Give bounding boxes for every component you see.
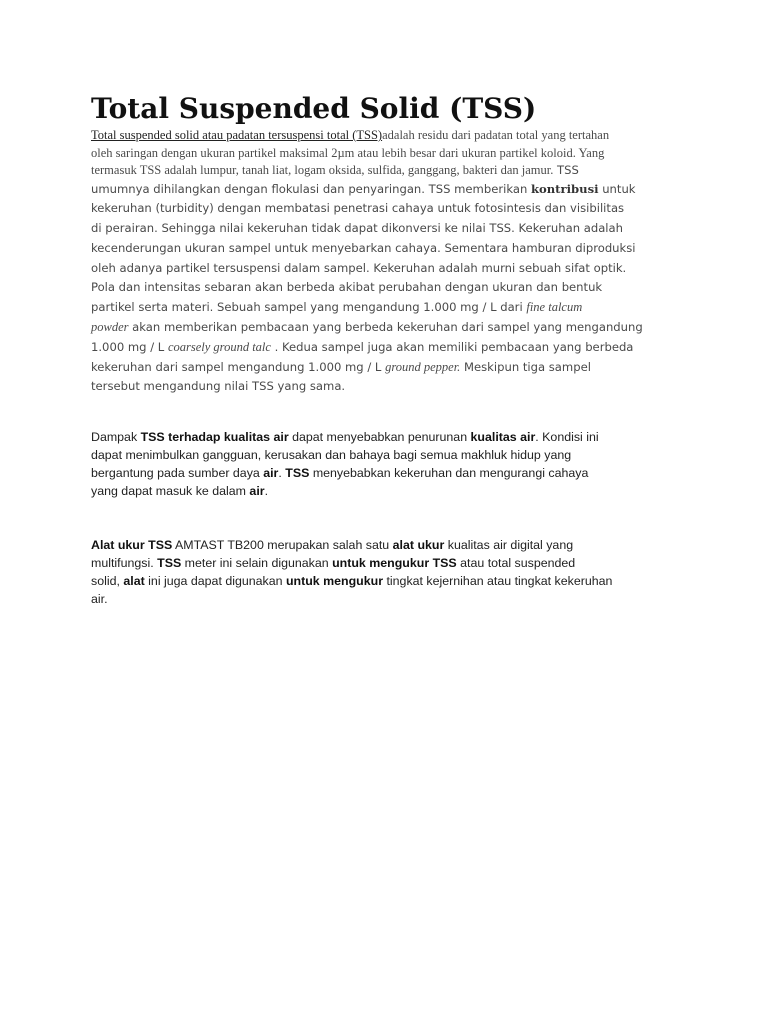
- bold-term: TSS terhadap kualitas air: [140, 430, 289, 444]
- text-line: solid, alat ini juga dapat digunakan untuk mengukur tingkat kejernihan atau tingkat kekeruhan: [91, 574, 613, 588]
- text-line: partikel serta materi. Sebuah sampel yang mengandung 1.000 mg / L dari fine talcum: [91, 300, 583, 315]
- text-line: kekeruhan dari sampel mengandung 1.000 mg / L ground pepper. Meskipun tiga sampel: [91, 359, 591, 374]
- bold-term: kualitas air: [470, 430, 536, 444]
- underlined-term: Total suspended solid atau padatan tersuspensi total (TSS): [91, 128, 383, 142]
- paragraph-measuring-tool: [91, 536, 671, 608]
- text-line: yang dapat masuk ke dalam air.: [91, 484, 269, 498]
- italic-term: coarsely ground talc: [167, 339, 271, 354]
- text-line: Dampak TSS terhadap kualitas air dapat menyebabkan penurunan kualitas air. Kondisi ini: [91, 430, 599, 444]
- text-line: kekeruhan (turbidity) dengan membatasi penetrasi cahaya untuk fotosintesis dan visibilitas: [91, 201, 625, 216]
- text-line: tersebut mengandung nilai TSS yang sama.: [91, 379, 346, 394]
- paragraph-definition: [91, 127, 681, 397]
- text-line: bergantung pada sumber daya air. TSS menyebabkan kekeruhan dan mengurangi cahaya: [91, 466, 589, 480]
- bold-term: TSS: [157, 556, 182, 570]
- bold-term: untuk mengukur TSS: [332, 556, 457, 570]
- text-line: air.: [91, 592, 108, 606]
- text-line: Alat ukur TSS AMTAST TB200 merupakan salah satu alat ukur kualitas air digital yang: [91, 538, 574, 552]
- text-line: umumnya dihilangkan dengan flokulasi dan penyaringan. TSS memberikan kontribusi untuk: [91, 181, 636, 196]
- bold-term: alat: [123, 574, 145, 588]
- paragraph-impact: [91, 428, 671, 500]
- italic-term: fine talcum: [526, 300, 583, 315]
- italic-term: ground pepper.: [385, 359, 461, 374]
- text-line: oleh saringan dengan ukuran partikel maksimal 2µm atau lebih besar dari ukuran partikel koloid. Yang: [91, 145, 605, 160]
- text-line: kecenderungan ukuran sampel untuk menyebarkan cahaya. Sementara hamburan diproduksi: [91, 240, 636, 255]
- bold-term: TSS: [285, 466, 310, 480]
- bold-term: air: [263, 466, 279, 480]
- text-line: oleh adanya partikel tersuspensi dalam sampel. Kekeruhan adalah murni sebuah sifat optik.: [91, 260, 627, 275]
- page-title: Total Suspended Solid (TSS): [91, 92, 537, 125]
- bold-term: air: [249, 484, 265, 498]
- text-line: multifungsi. TSS meter ini selain digunakan untuk mengukur TSS atau total suspended: [91, 556, 576, 570]
- text-line: dapat menimbulkan gangguan, kerusakan dan bahaya bagi semua makhluk hidup yang: [91, 448, 572, 462]
- bold-term: untuk mengukur: [285, 574, 384, 588]
- text-line: powder akan memberikan pembacaan yang berbeda kekeruhan dari sampel yang mengandung: [91, 320, 643, 335]
- text-line: 1.000 mg / L coarsely ground talc . Kedua sampel juga akan memiliki pembacaan yang berbeda: [91, 339, 634, 354]
- bold-term: Alat ukur TSS: [91, 538, 173, 552]
- text-line: termasuk TSS adalah lumpur, tanah liat, logam oksida, sulfida, ganggang, bakteri dan jamur. TSS: [91, 163, 579, 177]
- text-line: Total suspended solid atau padatan tersuspensi total (TSS)adalah residu dari padatan total yang tertahan: [91, 128, 610, 142]
- text-line: Pola dan intensitas sebaran akan berbeda akibat perubahan dengan ukuran dan bentuk: [91, 280, 603, 295]
- bold-term: kontribusi: [530, 181, 599, 196]
- bold-term: alat ukur: [392, 538, 445, 552]
- italic-term: powder: [91, 320, 129, 335]
- text-line: di perairan. Sehingga nilai kekeruhan tidak dapat dikonversi ke nilai TSS. Kekeruhan adalah: [91, 221, 623, 236]
